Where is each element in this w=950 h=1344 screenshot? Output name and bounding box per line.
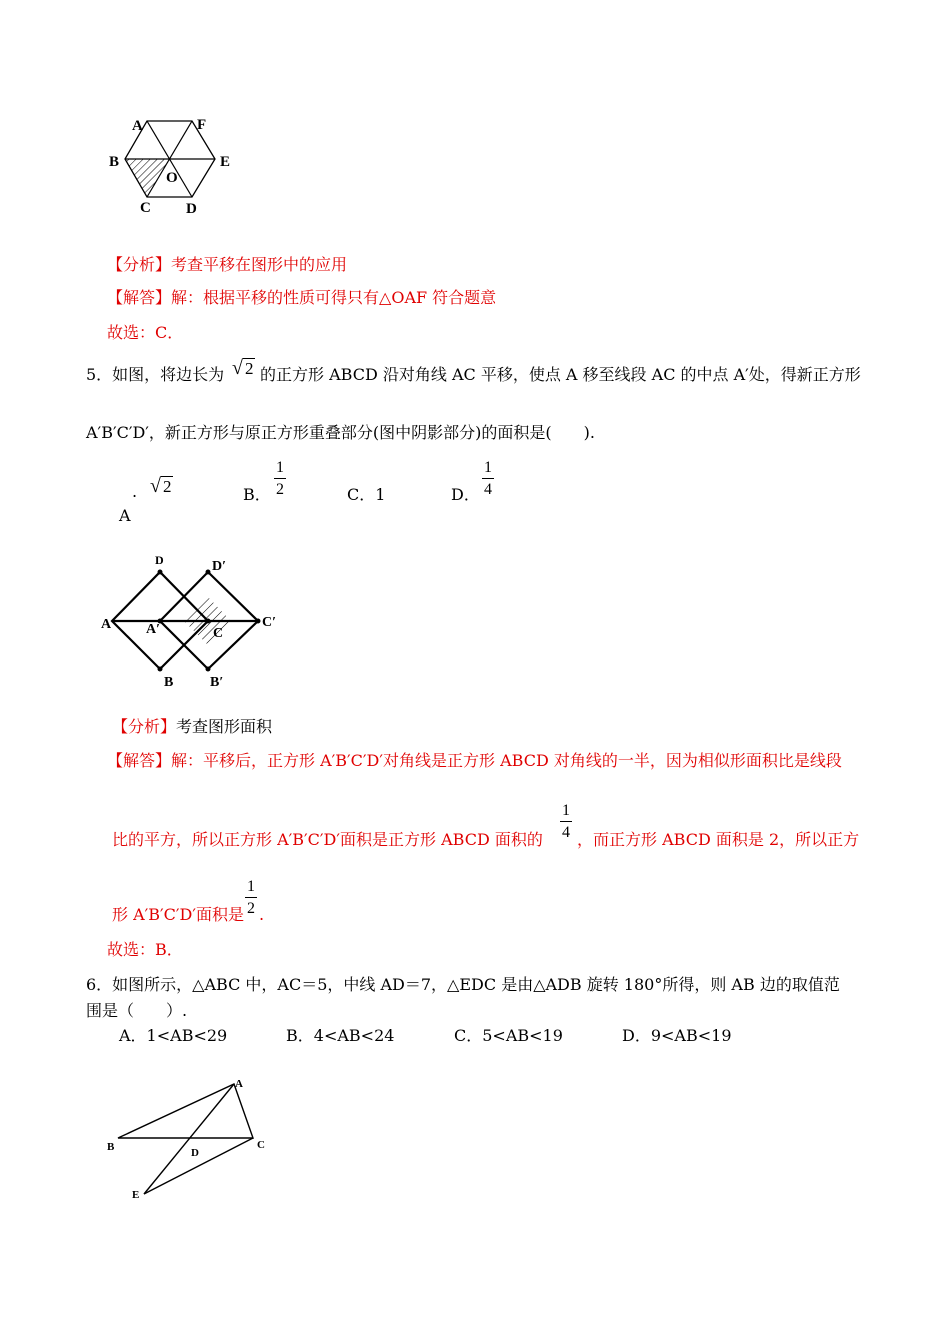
- q5-option-d-label: D．: [451, 485, 480, 504]
- fraction-denominator: 4: [562, 824, 570, 841]
- q5-solution-label: 【解答】: [107, 751, 172, 770]
- label-d: D: [186, 201, 197, 217]
- q4-analysis: [107, 257, 347, 273]
- q6-option-b: B．4<AB<24: [286, 1026, 395, 1045]
- fraction-bar: [482, 478, 494, 479]
- fraction-bar: [560, 821, 572, 822]
- q4-analysis-label: 【分析】: [107, 255, 172, 274]
- q4-solution: [107, 290, 496, 306]
- hexagon-figure: [100, 110, 250, 220]
- label-c-prime: C′: [262, 615, 277, 630]
- q5-option-b-fraction: [273, 460, 287, 498]
- fraction-bar: [274, 478, 286, 479]
- fraction-denominator: 2: [276, 481, 284, 498]
- q6-option-d: D．9<AB<19: [622, 1026, 732, 1045]
- q6-stem-line1: 6．如图所示，△ABC 中，AC＝5，中线 AD＝7，△EDC 是由△ADB 旋转 180°所得，则 AB 边的取值范: [86, 975, 840, 994]
- q5-option-a-dot: .: [132, 482, 138, 501]
- label-d: D: [191, 1147, 199, 1159]
- fraction-denominator: 4: [484, 481, 492, 498]
- q5-option-b-label: B．: [243, 485, 271, 504]
- label-e: E: [132, 1189, 140, 1201]
- median-ad-extended-to-e: [144, 1084, 234, 1194]
- q5-solution-line3-part2: .: [259, 905, 265, 924]
- label-b: B: [109, 154, 120, 170]
- label-e: E: [220, 154, 231, 170]
- triangle-abc: [118, 1084, 253, 1138]
- point-d: [158, 570, 163, 575]
- q6-option-c: C．5<AB<19: [454, 1026, 563, 1045]
- q5-option-c: C．1: [347, 485, 386, 504]
- label-f: F: [197, 117, 207, 133]
- label-b-prime: B′: [210, 675, 224, 690]
- triangle-figure: [100, 1070, 275, 1205]
- fraction-bar: [245, 897, 257, 898]
- q6-stem-line2: 围是（ ）.: [86, 1001, 188, 1020]
- fraction-numerator: 1: [276, 459, 284, 476]
- q5-solution-line3-part1: 形 A′B′C′D′面积是: [112, 905, 245, 924]
- fraction-numerator: 1: [484, 459, 492, 476]
- q6-option-a: A．1<AB<29: [119, 1026, 228, 1045]
- fraction-numerator: 1: [247, 878, 255, 895]
- q5-solution-fraction-quarter: [559, 803, 573, 841]
- q5-option-d-fraction: [481, 460, 495, 498]
- squares-figure: [98, 548, 288, 693]
- point-b: [158, 667, 163, 672]
- label-a: A: [235, 1078, 243, 1090]
- fraction-numerator: 1: [562, 802, 570, 819]
- label-a: A: [101, 617, 112, 632]
- label-a-prime: A′: [146, 622, 161, 637]
- label-d: D: [155, 553, 164, 567]
- point-d-prime: [206, 570, 211, 575]
- q5-solution-line2-part1: 比的平方，所以正方形 A′B′C′D′面积是正方形 ABCD 面积的: [112, 830, 543, 849]
- sqrt-symbol: √: [150, 475, 161, 497]
- q5-solution-line1: [107, 753, 842, 769]
- q5-option-a-letter: A: [119, 506, 131, 525]
- q5-stem-part2: 的正方形 ABCD 沿对角线 AC 平移，使点 A 移至线段 AC 的中点 A′处，得新正方形: [260, 365, 861, 384]
- point-c-prime: [256, 619, 261, 624]
- q4-solution-text: 解：根据平移的性质可得只有△OAF 符合题意: [171, 288, 497, 307]
- sqrt-symbol: √: [232, 357, 243, 379]
- q5-stem-line1: [86, 367, 224, 383]
- q5-solution-fraction-half: [244, 879, 258, 917]
- label-c: C: [213, 626, 224, 641]
- q5-stem-sqrt: [232, 358, 255, 378]
- q5-stem-part1: 5．如图，将边长为: [86, 365, 225, 384]
- label-b: B: [164, 675, 174, 690]
- q4-solution-label: 【解答】: [107, 288, 172, 307]
- q5-solution-line2-part2: ，而正方形 ABCD 面积是 2，所以正方: [577, 830, 860, 849]
- q5-analysis: [112, 719, 272, 735]
- q5-stem-line2: A′B′C′D′，新正方形与原正方形重叠部分(图中阴影部分)的面积是( ).: [86, 423, 595, 442]
- q5-analysis-text: 考查图形面积: [176, 717, 273, 736]
- point-b-prime: [206, 667, 211, 672]
- q4-analysis-text: 考查平移在图形中的应用: [171, 255, 348, 274]
- fraction-denominator: 2: [247, 900, 255, 917]
- q4-answer: 故选：C．: [107, 323, 184, 342]
- label-a: A: [132, 118, 143, 134]
- label-o: O: [166, 170, 178, 186]
- q5-solution-line1-text: 解：平移后，正方形 A′B′C′D′对角线是正方形 ABCD 对角线的一半，因为相似形面积比是线段: [171, 751, 842, 770]
- q5-option-a-radicand: 2: [162, 477, 172, 496]
- label-b: B: [107, 1141, 115, 1153]
- label-d-prime: D′: [212, 559, 227, 574]
- point-c: [206, 619, 211, 624]
- q5-stem-radicand: 2: [244, 359, 254, 378]
- q5-answer: 故选：B．: [107, 940, 183, 959]
- label-c: C: [257, 1139, 265, 1151]
- q5-option-a-sqrt: [150, 476, 173, 496]
- shaded-triangle-boc: [125, 159, 170, 197]
- label-c: C: [140, 200, 151, 216]
- q5-analysis-label: 【分析】: [112, 717, 177, 736]
